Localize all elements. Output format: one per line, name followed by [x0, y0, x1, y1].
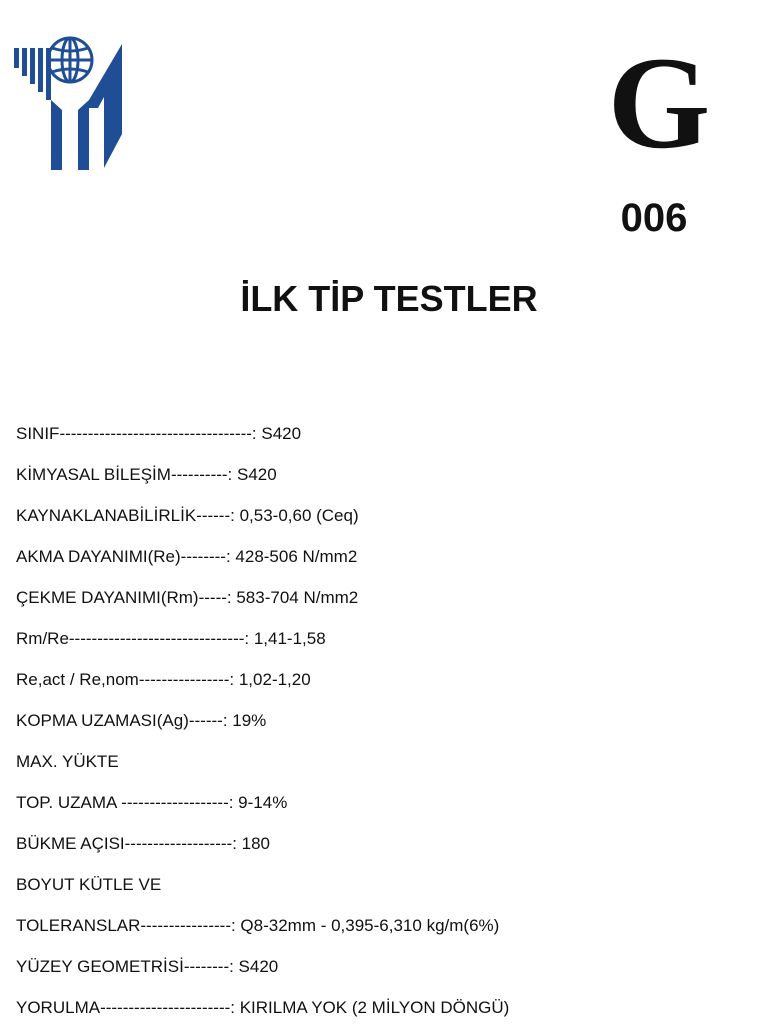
page-title: İLK TİP TESTLER	[240, 278, 538, 319]
document-number: 006	[620, 196, 688, 240]
spec-row-akma-dayanimi: AKMA DAYANIMI(Re)--------: 428-506 N/mm2	[16, 547, 358, 566]
spec-list	[16, 420, 756, 1035]
spec-row-bukme-acisi: BÜKME AÇISI-------------------: 180	[16, 834, 271, 853]
spec-row-sinif: SINIF----------------------------------: S420	[16, 424, 302, 443]
spec-row-rm-re: Rm/Re-------------------------------: 1,41-1,58	[16, 629, 326, 648]
spec-row-cekme-dayanimi: ÇEKME DAYANIMI(Rm)-----: 583-704 N/mm2	[16, 588, 359, 607]
spec-row-re-act-nom: Re,act / Re,nom----------------: 1,02-1,20	[16, 670, 311, 689]
spec-row-boyut-kutle: BOYUT KÜTLE VE	[16, 875, 162, 894]
spec-row-yuzey-geometrisi: YÜZEY GEOMETRİSİ--------: S420	[16, 957, 279, 976]
spec-row-kaynaklanabilirlik: KAYNAKLANABİLİRLİK------: 0,53-0,60 (Ceq)	[16, 506, 359, 525]
spec-row-max-yukte: MAX. YÜKTE	[16, 752, 119, 771]
spec-row-kimyasal-bilesim: KİMYASAL BİLEŞİM----------: S420	[16, 465, 277, 484]
spec-row-top-uzama: TOP. UZAMA -------------------: 9-14%	[16, 793, 288, 812]
spec-row-kopma-uzamasi: KOPMA UZAMASI(Ag)------: 19%	[16, 711, 267, 730]
spec-row-yorulma: YORULMA-----------------------: KIRILMA YOK (2 MİLYON DÖNGÜ)	[16, 998, 510, 1017]
spec-row-toleranslar: TOLERANSLAR----------------: Q8-32mm - 0,395-6,310 kg/m(6%)	[16, 916, 500, 935]
institution-logo-icon	[14, 34, 126, 170]
document-code-letter: G	[607, 29, 711, 176]
